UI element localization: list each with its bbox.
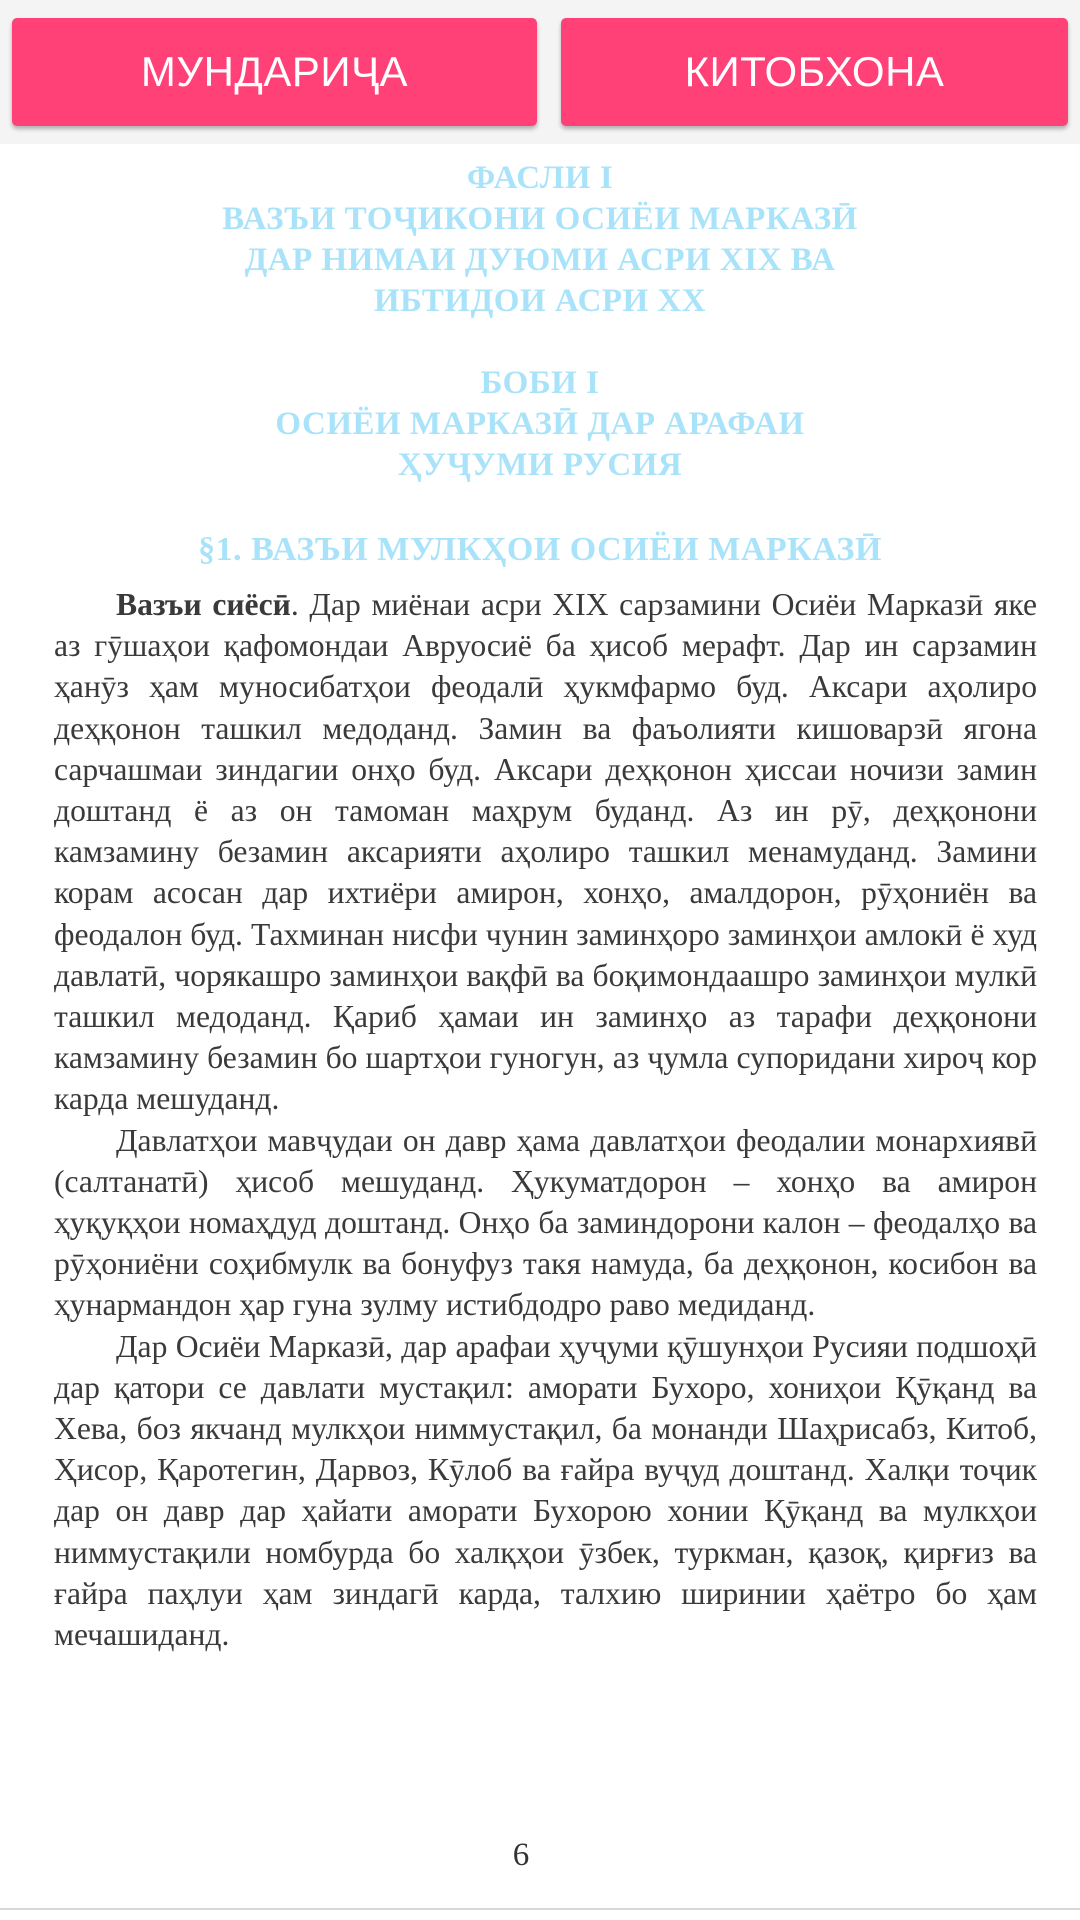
chapter-heading-line: ОСИЁИ МАРКАЗӢ ДАР АРАФАИ	[275, 406, 805, 442]
part-heading-line: ФАСЛИ I	[466, 160, 614, 196]
contents-button[interactable]: МУНДАРИҶА	[12, 18, 537, 126]
page-edge-divider	[0, 1908, 1080, 1910]
page-body-text	[54, 584, 1037, 1655]
paragraph	[54, 584, 1037, 1120]
book-page	[0, 144, 1080, 1920]
top-toolbar	[0, 0, 1080, 144]
page-number: 6	[512, 1837, 530, 1873]
part-heading-line: ВАЗЪИ ТОҶИКОНИ ОСИЁИ МАРКАЗӢ	[222, 201, 858, 237]
paragraph	[54, 1326, 1037, 1656]
paragraph-lead: Вазъи сиёсӣ	[116, 587, 291, 622]
part-heading-line: ИБТИДОИ АСРИ XX	[373, 283, 707, 319]
paragraph-text: Дар Осиёи Марказӣ, дар арафаи ҳуҷуми қӯшунҳои Русияи подшоҳӣ дар қатори се давлати мустақил: аморати Бухоро, хониҳои Қӯқанд ва Хева, боз якчанд мулкҳои ниммустақил, ба монанди Шаҳрисабз, Китоб, Ҳисор, Қаротегин, Дарвоз, Кӯлоб ва ғайра вуҷуд доштанд. Халқи тоҷик дар он давр дар ҳайати аморати Бухорою хонии Қӯқанд ва мулкҳои ниммустақили номбурда бо халқҳои ӯзбек, туркман, қазоқ, қирғиз ва ғайра паҳлуи ҳам зиндагӣ карда, талхию ширинии ҳаётро бо ҳам мечашиданд.	[54, 1328, 1037, 1653]
paragraph-text: . Дар миёнаи асри XIX сарзамини Осиёи Марказӣ яке аз гӯшаҳои қафомондаи Авруосиё ба ҳисоб мерафт. Дар ин сарзамин ҳанӯз ҳам муносибатҳои феодалӣ ҳукмфармо буд. Аксари аҳолиро деҳқонон ташкил медоданд. Замин ва фаъолияти кишоварзӣ ягона сарчашмаи зиндагии онҳо буд. Аксари деҳқонон ҳиссаи ночизи замин доштанд ё аз он тамоман маҳрум буданд. Аз ин рӯ, деҳқонони камзамину безамин аксарияти аҳолиро ташкил менамуданд. Замини корам асосан дар ихтиёри амирон, хонҳо, амалдорон, рӯҳониён ва феодалон буд. Тахминан нисфи чунин заминҳоро заминҳои амлокӣ ё худ давлатӣ, чорякашро заминҳои вақфӣ ва боқимондаашро заминҳои мулкӣ ташкил медоданд. Қариб ҳамаи ин заминҳо аз тарафи деҳқонони камзамину безамин бо шартҳои гуногун, аз ҷумла супоридани хироҷ кор карда мешуданд.	[54, 587, 1037, 1117]
section-heading-text: §1. ВАЗЪИ МУЛКҲОИ ОСИЁИ МАРКАЗӢ	[198, 531, 882, 568]
chapter-heading-line: БОБИ I	[480, 365, 600, 401]
chapter-heading-line: ҲУҶУМИ РУСИЯ	[397, 447, 683, 483]
part-heading-line: ДАР НИМАИ ДУЮМИ АСРИ XIX ВА	[244, 242, 836, 278]
section-heading	[0, 529, 1080, 570]
paragraph-text: Давлатҳои мавҷудаи он давр ҳама давлатҳои феодалии монархиявӣ (салтанатӣ) ҳисоб мешуданд. Ҳукуматдорон – хонҳо ва амирон ҳуқуқҳои номаҳдуд доштанд. Онҳо ба заминдорони калон – феодалҳо ва рӯҳониёни соҳибмулк ва бонуфуз такя намуда, ба деҳқонон, косибон ва ҳунармандон ҳар гуна зулму истибдодро раво медиданд.	[54, 1122, 1037, 1323]
chapter-heading	[0, 363, 1080, 486]
library-button[interactable]: КИТОБХОНА	[561, 18, 1068, 126]
paragraph	[54, 1120, 1037, 1326]
page-headings	[0, 158, 1080, 570]
part-heading	[0, 158, 1080, 322]
